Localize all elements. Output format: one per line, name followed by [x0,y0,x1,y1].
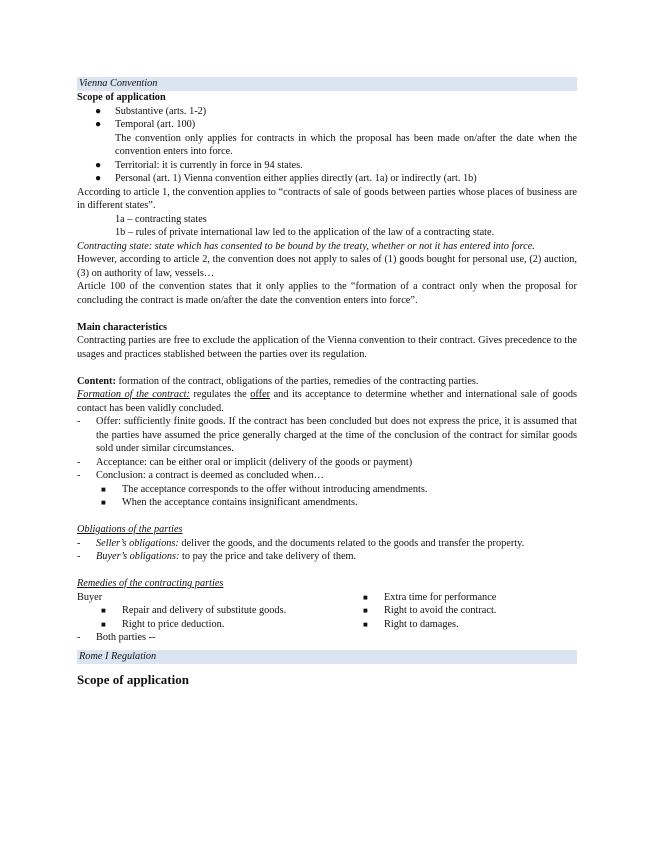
remedies-buyer-label: Buyer [77,591,103,603]
remedies-heading: Remedies of the contracting parties [77,578,224,589]
dash-icon: - [77,551,81,562]
list-item: ■ The acceptance corresponds to the offer without introducing amendments. [101,483,428,495]
list-item: ■ Right to damages. [363,618,459,630]
list-item: ■ When the acceptance contains insignificant amendments. [101,497,358,508]
list-item: - Offer: sufficiently finite goods. If the contract has been concluded but does not express the price, it is assumed that the parties have assumed the price generally charged at the time of the conclusion of the contract for similar goods sold under similar circumstances. [77,416,577,454]
list-item: - Buyer’s obligations: to pay the price and take delivery of them. [77,551,357,562]
formation-paragraph: Formation of the contract: regulates the offer and its acceptance to determine whether and international sale of goods contact has been validly concluded. [77,389,578,414]
main-characteristics-paragraph: Contracting parties are free to exclude the application of the Vienna convention to their contract. Gives precedence to the usages and practices stablished between the parties over its regulation. [77,335,577,360]
dash-icon: - [77,456,81,468]
square-bullet-icon: ■ [363,619,368,629]
square-bullet-icon: ■ [101,498,106,507]
section-title-vienna: Vienna Convention [77,77,577,91]
dash-icon: - [77,416,81,427]
article1-1b: 1b – rules of private international law led to the application of the law of a contracting state. [115,227,495,238]
list-item: ■ Extra time for performance [363,591,497,603]
main-characteristics-heading: Main characteristics [77,321,168,333]
square-bullet-icon: ■ [363,606,368,615]
bullet-icon: ● [95,173,102,184]
list-item: ■ Right to avoid the contract. [363,605,497,616]
list-item: ■ Right to price deduction. [101,618,225,630]
article1-paragraph: According to article 1, the convention applies to “contracts of sale of goods between parties whose places of business are in different states”. [77,186,577,211]
bullet-icon: ● [95,105,102,117]
temporal-note: The convention only applies for contracts in which the proposal has been made on/after the date when the convention enters into force. [115,132,577,157]
article1-1a: 1a – contracting states [115,213,207,225]
remedies-right-column [363,591,577,632]
list-item: - Seller’s obligations: deliver the goods, and the documents related to the goods and transfer the property. [77,537,525,549]
rome-scope-heading: Scope of application [77,671,189,687]
list-item: - Conclusion: a contract is deemed as concluded when… [77,470,324,481]
list-item: ● Territorial: it is currently in force in 94 states. [95,159,303,171]
scope-heading: Scope of application [77,92,166,103]
article100-paragraph: Article 100 of the convention states that it only applies to the “formation of a contract only when the proposal for concluding the contract is made on/after the date the convention enters into force”. [77,281,577,306]
content-paragraph: Content: formation of the contract, obligations of the parties, remedies of the contracting parties. [77,375,479,387]
square-bullet-icon: ■ [363,592,368,602]
list-item: - Acceptance: can be either oral or implicit (delivery of the goods or payment) [77,456,413,468]
remedies-left-column [77,591,363,632]
contracting-state-definition: Contracting state: state which has consented to be bound by the treaty, whether or not it has entered into force. [77,240,535,252]
square-bullet-icon: ■ [101,619,106,629]
remedies-columns [77,591,577,632]
square-bullet-icon: ■ [101,484,106,494]
square-bullet-icon: ■ [101,606,106,615]
obligations-heading: Obligations of the parties [77,524,183,535]
list-item: ● Personal (art. 1) Vienna convention either applies directly (art. 1a) or indirectly (art. 1b) [95,173,477,184]
article2-paragraph: However, according to article 2, the convention does not apply to sales of (1) goods bought for personal use, (2) auction, (3) on authority of law, vessels… [77,254,577,279]
list-item: ● Substantive (arts. 1-2) [95,105,207,117]
dash-icon: - [77,470,81,481]
list-item: ● Temporal (art. 100) [95,119,196,130]
bullet-icon: ● [95,119,102,130]
dash-icon: - [77,537,81,549]
bullet-icon: ● [95,159,102,171]
section-title-rome: Rome I Regulation [77,650,577,664]
document-page [77,77,577,686]
list-item: ■ Repair and delivery of substitute goods. [101,605,287,616]
dash-icon: - [77,632,81,643]
list-item: - Both parties -- [77,632,156,643]
